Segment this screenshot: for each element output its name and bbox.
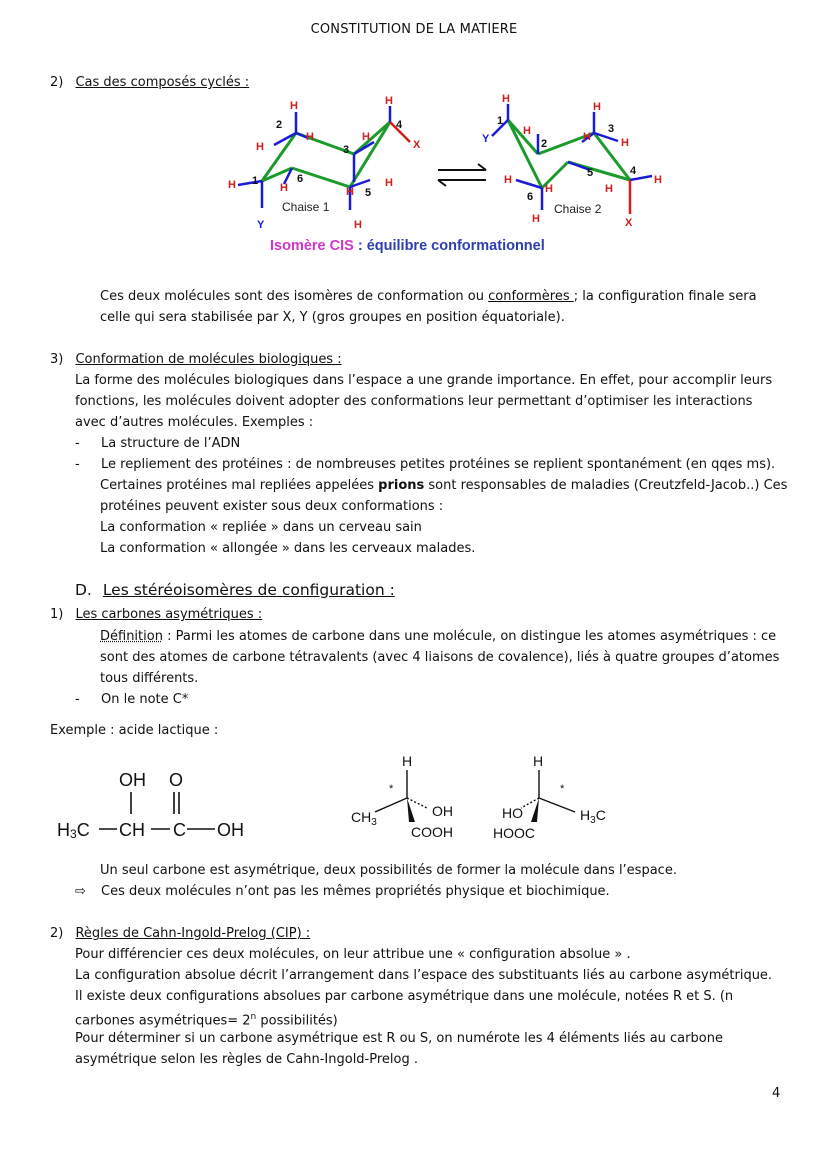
section-title: Règles de Cahn-Ingold-Prelog (CIP) : — [75, 926, 311, 941]
paragraph: Exemple : acide lactique : — [50, 723, 219, 738]
atom-label: H — [504, 174, 512, 186]
carbon-number: 4 — [396, 119, 403, 131]
atom-label: H — [290, 100, 298, 112]
atom-label: H — [593, 101, 601, 113]
section-title: Cas des composés cyclés : — [75, 75, 250, 90]
carbon-number: 3 — [343, 144, 350, 156]
chair1-ring — [262, 122, 390, 187]
atom-label-x: X — [625, 217, 633, 229]
atom-label: H — [583, 131, 591, 143]
carbon-number: 1 — [252, 175, 259, 187]
atom-label: OH — [217, 820, 244, 840]
atom-label: CH — [119, 820, 145, 840]
subsection-1-heading — [50, 604, 262, 625]
text: ; la configuration finale sera — [573, 289, 757, 304]
section-title: Les carbones asymétriques : — [75, 607, 263, 622]
conclusion — [75, 881, 610, 902]
text: La structure de l’ADN — [101, 436, 241, 451]
atom-label: H — [605, 183, 613, 195]
paragraph: fonctions, les molécules doivent adopter des conformations leur permettant d’optimiser les interactions — [75, 394, 753, 409]
atom-label: O — [169, 770, 184, 790]
text: conformères — [488, 289, 574, 304]
atom-label: H — [354, 219, 362, 231]
list-item — [75, 433, 240, 454]
text: Ces deux molécules n’ont pas les mêmes propriétés physique et biochimique. — [101, 884, 610, 899]
atom-label: H — [545, 183, 553, 195]
atom-label-x: X — [413, 139, 421, 151]
text: On le note C* — [101, 692, 189, 707]
text: possibilités) — [256, 1013, 338, 1029]
section-number: 1) — [50, 607, 64, 622]
paragraph — [100, 475, 787, 496]
definition — [100, 626, 776, 647]
bullet: - — [75, 457, 80, 472]
paragraph: La conformation « repliée » dans un cerveau sain — [100, 520, 422, 535]
section-title: Les stéréoisomères de configuration : — [102, 581, 395, 599]
equilibrium-arrows — [438, 164, 486, 186]
atom-label: H3C — [57, 820, 90, 841]
atom-label: H — [621, 137, 629, 149]
chair2-label: Chaise 2 — [554, 202, 602, 216]
carbon-number: 2 — [541, 138, 548, 150]
section-title: Conformation de molécules biologiques : — [75, 352, 342, 367]
atom-label: HOOC — [493, 825, 535, 841]
atom-label: H — [385, 177, 393, 189]
page-number: 4 — [772, 1086, 781, 1101]
atom-label: OH — [432, 803, 453, 819]
atom-label-y: Y — [482, 133, 490, 145]
atom-label: H — [280, 182, 288, 194]
text: sont responsables de maladies (Creutzfeld-Jacob..) Ces — [424, 478, 788, 493]
paragraph — [100, 286, 757, 307]
atom-label: H — [362, 131, 370, 143]
text: Le repliement des protéines : de nombreuses petites protéines se replient spontanément (en qqes ms). — [101, 457, 776, 472]
section-number: 2) — [50, 926, 64, 941]
atom-label-y: Y — [257, 219, 265, 231]
paragraph: La forme des molécules biologiques dans l’espace a une grande importance. En effet, pour accomplir leurs — [75, 373, 773, 388]
carbon-number: 3 — [608, 123, 615, 135]
atom-label: H — [306, 131, 314, 143]
paragraph: tous différents. — [100, 671, 199, 686]
section-D-heading — [75, 580, 395, 601]
carbon-number: 5 — [587, 167, 594, 179]
atom-label: H — [256, 141, 264, 153]
lactic-acid-figure — [55, 748, 625, 848]
subsection-2-heading — [50, 923, 310, 944]
paragraph: sont des atomes de carbone tétravalents (avec 4 liaisons de covalence), liés à quatre groupes d’atomes — [100, 650, 780, 665]
carbon-number: 4 — [630, 165, 637, 177]
section-number: 2) — [50, 75, 64, 90]
section-letter: D. — [75, 581, 92, 599]
atom-label: H — [533, 753, 544, 769]
paragraph: La conformation « allongée » dans les cerveaux malades. — [100, 541, 476, 556]
bullet: - — [75, 436, 80, 451]
text-bold: prions — [378, 478, 425, 493]
text: carbones asymétriques= 2 — [75, 1013, 251, 1029]
atom-label: OH — [119, 770, 146, 790]
paragraph: Il existe deux configurations absolues par carbone asymétrique dans une molécule, notées R et S. (n — [75, 989, 734, 1004]
paragraph: La configuration absolue décrit l’arrangement dans l’espace des substituants liés au carbone asymétrique. — [75, 968, 773, 983]
page-header: CONSTITUTION DE LA MATIERE — [310, 22, 518, 37]
atom-label: HO — [502, 805, 523, 821]
paragraph: Pour déterminer si un carbone asymétrique est R ou S, on numérote les 4 éléments liés au carbone — [75, 1031, 723, 1046]
paragraph: avec d’autres molécules. Exemples : — [75, 415, 314, 430]
atom-label: H — [502, 93, 510, 105]
asymmetric-star: * — [560, 783, 565, 795]
atom-label: $CH_3$ — [351, 809, 377, 828]
atom-label: H — [654, 174, 662, 186]
text: : Parmi les atomes de carbone dans une molécule, on distingue les atomes asymétriques : ce — [162, 629, 777, 644]
arrow-icon: ⇨ — [75, 884, 86, 899]
list-item — [75, 689, 188, 710]
list-item — [75, 454, 775, 475]
atom-label: H — [228, 179, 236, 191]
paragraph: Un seul carbone est asymétrique, deux possibilités de former la molécule dans l’espace. — [100, 863, 677, 878]
text: Ces deux molécules sont des isomères de conformation ou — [100, 289, 489, 304]
paragraph: celle qui sera stabilisée par X, Y (gros groupes en position équatoriale). — [100, 310, 565, 325]
atom-label: H — [402, 753, 413, 769]
figure-caption: Isomère CIS : équilibre conformationnel — [270, 238, 545, 254]
atom-label: COOH — [411, 824, 453, 840]
carbon-number: 2 — [276, 119, 283, 131]
paragraph: protéines peuvent exister sous deux conformations : — [100, 499, 444, 514]
section-2-heading — [50, 72, 249, 93]
paragraph: asymétrique selon les règles de Cahn-Ingold-Prelog . — [75, 1052, 418, 1067]
carbon-number: 5 — [365, 187, 372, 199]
section-3-heading — [50, 349, 342, 370]
asymmetric-star: * — [389, 783, 394, 795]
definition-label: Définition — [100, 629, 163, 644]
superscript: n — [250, 1012, 257, 1022]
atom-label: C — [173, 820, 186, 840]
paragraph: Pour différencier ces deux molécules, on leur attribue une « configuration absolue » . — [75, 947, 631, 962]
atom-label: H — [385, 95, 393, 107]
bullet: - — [75, 692, 80, 707]
chair-conformation-figure — [220, 92, 680, 262]
carbon-number: 6 — [297, 173, 304, 185]
carbon-number: 6 — [527, 191, 534, 203]
atom-label: H — [532, 213, 540, 225]
atom-label: H — [523, 125, 531, 137]
chair1-label: Chaise 1 — [282, 200, 330, 214]
atom-label: H — [346, 186, 354, 198]
carbon-number: 1 — [497, 115, 504, 127]
text: Certaines protéines mal repliées appelées — [100, 478, 379, 493]
section-number: 3) — [50, 352, 64, 367]
atom-label: $H_3C$ — [580, 807, 606, 826]
